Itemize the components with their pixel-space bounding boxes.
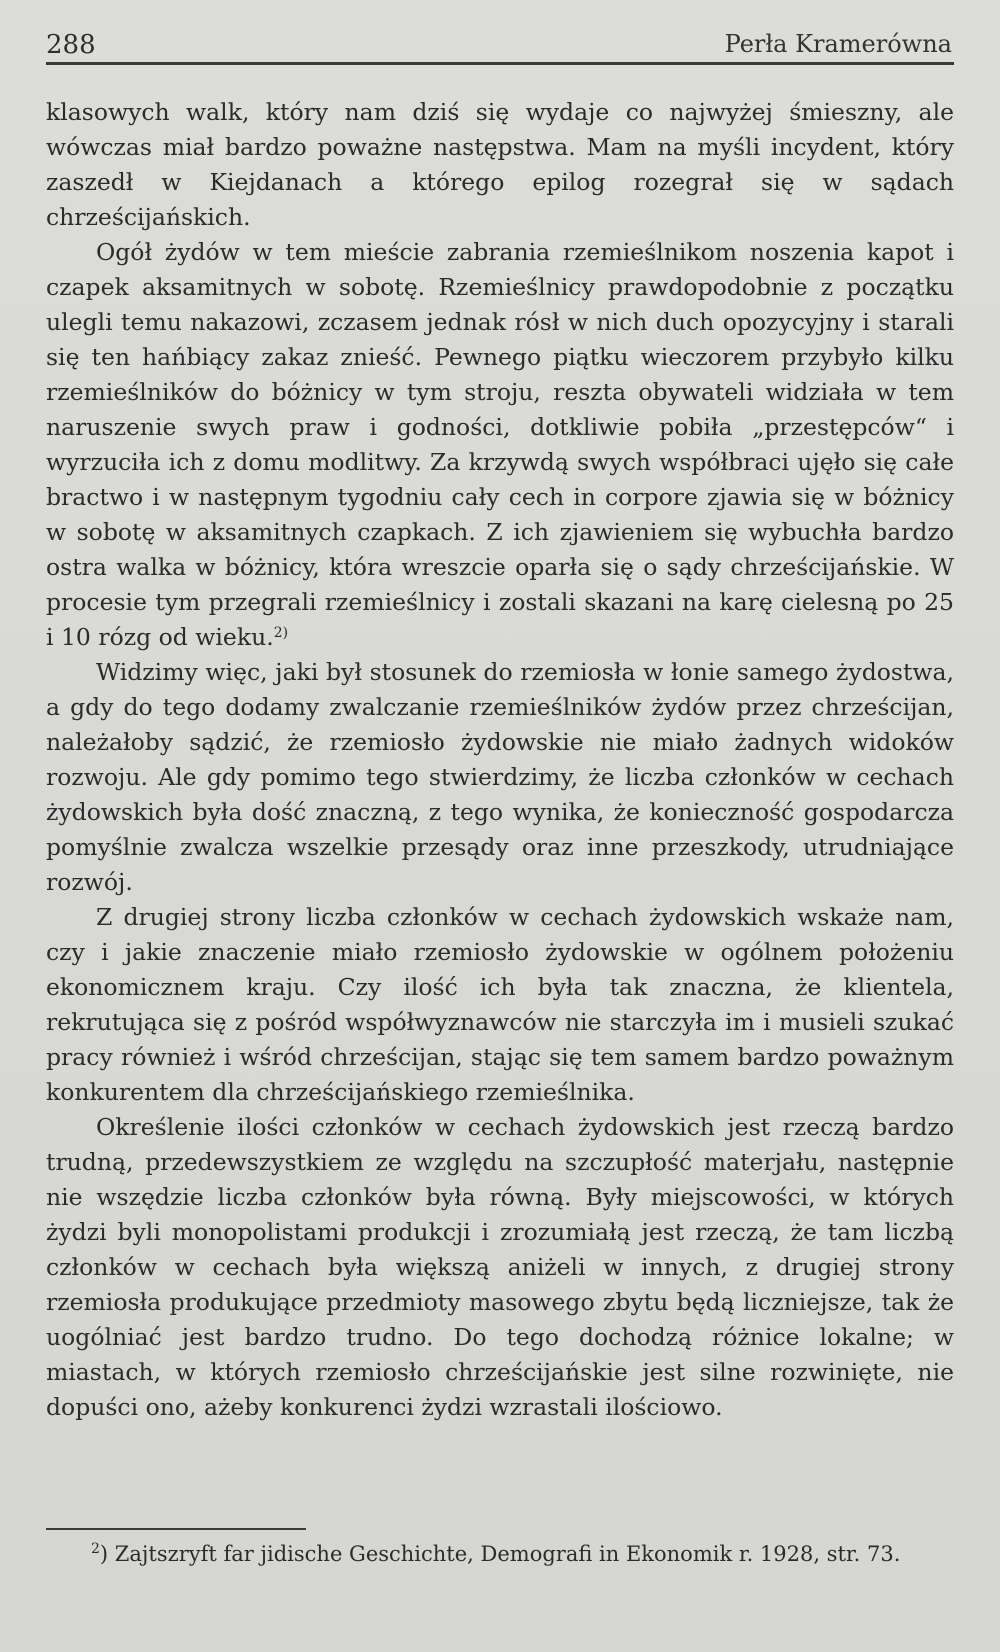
page-number: 288 [46, 30, 96, 60]
paragraph: Z drugiej strony liczba członków w cechach żydowskich wskaże nam, czy i jakie znaczenie miało rzemiosło żydowskie w ogólnem położeniu ekonomicznem kraju. Czy ilość ich była tak znaczna, że klientela, rekrutująca się z pośród współwyznawców nie starczyła im i musieli szukać pracy również i wśród chrześcijan, stając się tem samem bardzo poważnym konkurentem dla chrześcijańskiego rzemieślnika. [46, 903, 954, 1106]
paragraph-text: Ogół żydów w tem mieście zabrania rzemieślnikom noszenia kapot i czapek aksamitnych w sobotę. Rzemieślnicy prawdopodobnie z początku ulegli temu nakazowi, zczasem jednak rósł w nich duch opozycyjny i starali się ten hańbiący zakaz znieść. Pewnego piątku wieczorem przybyło kilku rzemieślników do bóżnicy w tym stroju, reszta obywateli widziała w tem naruszenie swych praw i godności, dotkliwie pobiła „przestępców“ i wyrzuciła ich z domu modlitwy. Za krzywdą swych współbraci ujęło się całe bractwo i w następnym tygodniu cały cech in corpore zjawia się w bóżnicy w sobotę w aksamitnych czapkach. Z ich zjawieniem się wybuchła bardzo ostra walka w bóżnicy, która wreszcie oparła się o sądy chrześcijańskie. W procesie tym przegrali rzemieślnicy i zostali skazani na karę cielesną po 25 i 10 rózg od wieku. [46, 238, 954, 651]
paragraph [46, 235, 954, 655]
footnote-rule [46, 1528, 306, 1530]
footnote-text: ) Zajtszryft far jidische Geschichte, Demografi in Ekonomik r. 1928, str. 73. [99, 1542, 901, 1566]
footnote-reference: 2) [273, 625, 289, 641]
paragraph: Widzimy więc, jaki był stosunek do rzemiosła w łonie samego żydostwa, a gdy do tego dodamy zwalczanie rzemieślników żydów przez chrześcijan, należałoby sądzić, że rzemiosło żydowskie nie miało żadnych widoków rozwoju. Ale gdy pomimo tego stwierdzimy, że liczba członków w cechach żydowskich była dość znaczną, z tego wynika, że konieczność gospodarcza pomyślnie zwalcza wszelkie przesądy oraz inne przeszkody, utrudniające rozwój. [46, 658, 954, 896]
paragraph: Określenie ilości członków w cechach żydowskich jest rzeczą bardzo trudną, przedewszystkiem ze względu na szczupłość materjału, następnie nie wszędzie liczba członków była równą. Były miejscowości, w których żydzi byli monopolistami produkcji i zrozumiałą jest rzeczą, że tam liczbą członków w cechach była większą aniżeli w innych, z drugiej strony rzemiosła produkujące przedmioty masowego zbytu będą liczniejsze, tak że uogólniać jest bardzo trudno. Do tego dochodzą różnice lokalne; w miastach, w których rzemiosło chrześcijańskie jest silne rozwinięte, nie dopuści ono, ażeby konkurenci żydzi wzrastali ilościowo. [46, 1113, 954, 1421]
body-text [46, 95, 954, 1425]
header-rule [46, 62, 954, 65]
paragraph-continuation: klasowych walk, który nam dziś się wydaje co najwyżej śmieszny, ale wówczas miał bardzo poważne następstwa. Mam na myśli incydent, który zaszedł w Kiejdanach a którego epilog rozegrał się w sądach chrześcijańskich. [46, 98, 954, 231]
footnote [46, 1540, 954, 1569]
running-head: Perła Kramerówna [724, 30, 952, 58]
footnote-marker: 2 [91, 1541, 100, 1557]
